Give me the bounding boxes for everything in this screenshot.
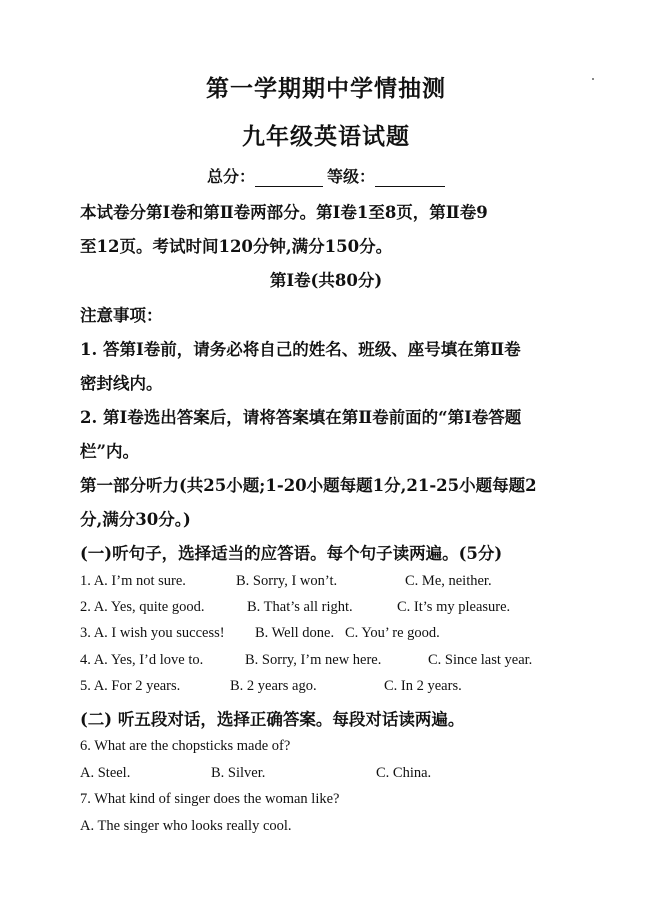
grade-blank[interactable]: [375, 170, 445, 187]
intro-line-2: 至12页。考试时间120分钟,满分150分。: [80, 237, 393, 256]
q6-option-b: B. Silver.: [211, 765, 266, 781]
subsection-2-heading: (二) 听五段对话，选择正确答案。每段对话读两遍。: [80, 710, 465, 729]
score-row: [0, 164, 652, 187]
q5-option-a: 5. A. For 2 years.: [80, 678, 181, 694]
part-1-line-2: 分,满分30分。): [80, 510, 191, 529]
q4-option-a: 4. A. Yes, I’d love to.: [80, 652, 204, 668]
notes-heading: 注意事项：: [80, 306, 163, 325]
q6-option-a: A. Steel.: [80, 765, 131, 781]
exam-title: 第一学期期中学情抽测: [206, 75, 446, 102]
intro-line-1: 本试卷分第Ⅰ卷和第Ⅱ卷两部分。第Ⅰ卷1至8页，第Ⅱ卷9: [80, 203, 488, 222]
subsection-1-heading: (一)听句子，选择适当的应答语。每个句子读两遍。(5分): [80, 544, 503, 563]
q1-option-c: C. Me, neither.: [405, 573, 492, 589]
q3-option-b: B. Well done.: [255, 625, 335, 641]
q5-option-c: C. In 2 years.: [384, 678, 462, 694]
q4-option-c: C. Since last year.: [428, 652, 533, 668]
part-1-line-1: 第一部分听力(共25小题;1-20小题每题1分,21-25小题每题2: [80, 476, 537, 495]
q1-option-a: 1. A. I’m not sure.: [80, 573, 186, 589]
q5-option-b: B. 2 years ago.: [230, 678, 317, 694]
q7-option-a: A. The singer who looks really cool.: [80, 818, 292, 834]
question-6: 6. What are the chopsticks made of?: [80, 738, 291, 754]
q3-option-a: 3. A. I wish you success!: [80, 625, 225, 641]
exam-subtitle: 九年级英语试题: [242, 123, 410, 150]
q1-option-b: B. Sorry, I won’t.: [236, 573, 338, 589]
total-score-blank[interactable]: [255, 170, 323, 187]
notes-item-2-line-2: 栏”内。: [80, 442, 139, 461]
q4-option-b: B. Sorry, I’m new here.: [245, 652, 382, 668]
total-score-label: 总分：: [206, 167, 255, 186]
q2-option-b: B. That’s all right.: [247, 599, 353, 615]
question-7: 7. What kind of singer does the woman like?: [80, 791, 340, 807]
q2-option-c: C. It’s my pleasure.: [397, 599, 511, 615]
notes-item-2-line-1: 2. 第Ⅰ卷选出答案后，请将答案填在第Ⅱ卷前面的“第Ⅰ卷答题: [80, 408, 522, 427]
grade-label: 等级：: [327, 167, 376, 186]
q2-option-a: 2. A. Yes, quite good.: [80, 599, 205, 615]
q6-option-c: C. China.: [376, 765, 432, 781]
notes-item-1-line-1: 1. 答第Ⅰ卷前，请务必将自己的姓名、班级、座号填在第Ⅱ卷: [80, 340, 521, 359]
q3-option-c: C. You’ re good.: [345, 625, 440, 641]
section-1-title: 第Ⅰ卷(共80分): [269, 271, 383, 290]
notes-item-1-line-2: 密封线内。: [80, 374, 163, 393]
